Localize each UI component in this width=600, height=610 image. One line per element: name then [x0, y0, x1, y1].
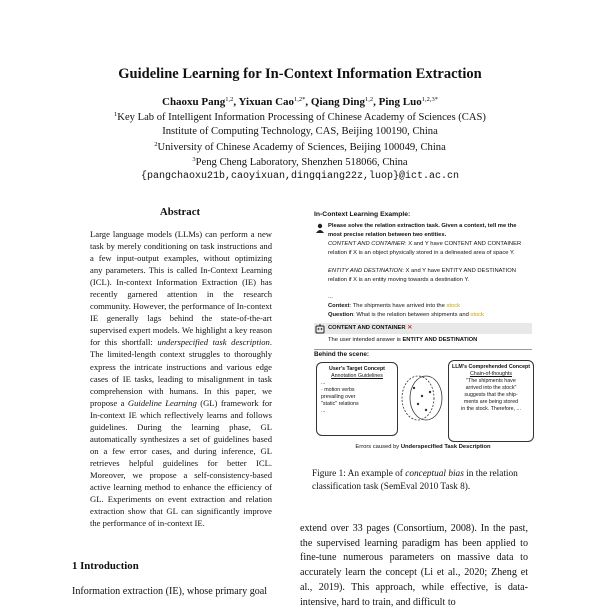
context-line: Context: The shipments have arrived into the stock: [328, 303, 460, 309]
figure-divider: [314, 349, 532, 350]
intro-paragraph: Information extraction (IE), whose primary goal: [72, 586, 268, 597]
concept-comparison-icon: [396, 368, 448, 428]
affiliation: $^3$Peng Cheng Laboratory, Shenzhen 518066, China: [192, 156, 408, 168]
ellipsis: ...: [328, 294, 333, 300]
affiliation: $^2$University of Chinese Academy of Sciences, Beijing 100049, China: [154, 141, 446, 153]
intended-answer: The user intended answer is ENTITY AND DESTINATION: [328, 337, 478, 343]
affiliation: $^1$Key Lab of Intelligent Information Processing of Chinese Academy of Sciences (CAS): [114, 111, 486, 123]
figure-title: In-Context Learning Example:: [314, 211, 411, 218]
section-heading-introduction: 1 Introduction: [72, 560, 139, 572]
chain-of-thoughts: Chain-of-thoughts: [469, 371, 513, 377]
figure-1: [312, 206, 534, 456]
user-concept-box: [316, 362, 398, 436]
affiliation: Institute of Computing Technology, CAS, Beijing 100190, China: [162, 126, 438, 137]
author-list: Chaoxu Pang$^{1,2}$, Yixuan Cao$^{1,2*}$, Qiang Ding$^{1,2}$, Ping Luo$^{1,2,3*}$: [162, 96, 438, 108]
wrong-answer-icon: ✕: [407, 325, 413, 331]
definition-content-container: CONTENT AND CONTAINER: X and Y have CONTENT AND CONTAINER relation if X is an object physically stored in a delineated area of space Y.: [328, 241, 522, 256]
user-icon: [315, 223, 325, 233]
scene-title: Behind the scene:: [314, 351, 370, 358]
author: Yixuan Cao$^{1,2*}$: [238, 96, 306, 108]
figure-caption: Figure 1: An example of conceptual bias in the relation classification task (SemEval 2010 Task 8).: [312, 469, 518, 492]
question-line: Question: What is the relation between shipments and stock: [328, 312, 484, 318]
annotation-guidelines: Annotation Guidelines: [331, 373, 383, 379]
llm-reasoning: "The shipments have arrived into the stock" suggests that the ship- ments are being stored in the stock. Therefore, ...: [461, 378, 521, 412]
author: Ping Luo$^{1,2,3*}$: [378, 96, 438, 108]
robot-icon: [315, 324, 325, 334]
body-paragraph: extend over 33 pages (Consortium, 2008). In the past, the supervised learning paradigm has been applied to fine-tune numerous parameters on massive data to accurately learn the concept (Li et al., 2020; Zheng et al., 2019). This approach, while effective, is data-intensive, hard to train, and difficult to: [300, 523, 528, 608]
llm-concept-box: [448, 360, 534, 442]
paper-title: Guideline Learning for In-Context Information Extraction: [118, 66, 482, 82]
guideline-list: ... · motion verbs prevailing over "static" relations ...: [321, 380, 359, 414]
author: Chaoxu Pang$^{1,2}$: [162, 96, 234, 108]
definition-entity-destination: ENTITY AND DESTINATION: X and Y have ENTITY AND DESTINATION relation if X is an entity moving towards a destination Y.: [328, 268, 516, 283]
model-answer: CONTENT AND CONTAINER ✕: [328, 325, 413, 331]
author: Qiang Ding$^{1,2}$: [310, 96, 374, 108]
abstract-heading: Abstract: [159, 206, 201, 218]
error-caption: Errors caused by Underspecified Task Description: [355, 444, 491, 450]
abstract-body: Large language models (LLMs) can perform a new task by merely conditioning on task instructions and a few input-output examples, without optimizing any parameters. This is called In-Context Learning (ICL). In-context Information Extraction (IE) has recently garnered attention in the research community. However, the performance of In-context IE generally lags behind the state-of-the-art supervised expert models. We highlight a key reason for this shortfall: underspecified task description. The limited-length context struggles to thoroughly express the intricate instructions and various edge cases of IE tasks, leading to misalignment in task comprehension with humans. In this paper, we propose a Guideline Learning (GL) framework for In-context IE which reflectively learns and follows guidelines. During the learning phase, GL automatically synthesizes a set of guidelines based on a few error cases, and during inference, GL retrieves helpful guidelines for better ICL. Moreover, we propose a self-consistency-based active learning method to enhance the efficiency of GL. Experiments on event extraction and relation extraction show that GL can significantly improve the performance of in-context IE.: [90, 229, 273, 529]
user-concept-title: User's Target Concept: [329, 366, 385, 372]
author-email: {pangchaoxu21b,caoyixuan,dingqiang22z,luop}@ict.ac.cn: [140, 171, 460, 182]
user-prompt: Please solve the relation extraction task. Given a context, tell me the most precise relation between two entities.: [328, 223, 517, 238]
llm-concept-title: LLM's Comprehended Concept: [451, 364, 531, 370]
